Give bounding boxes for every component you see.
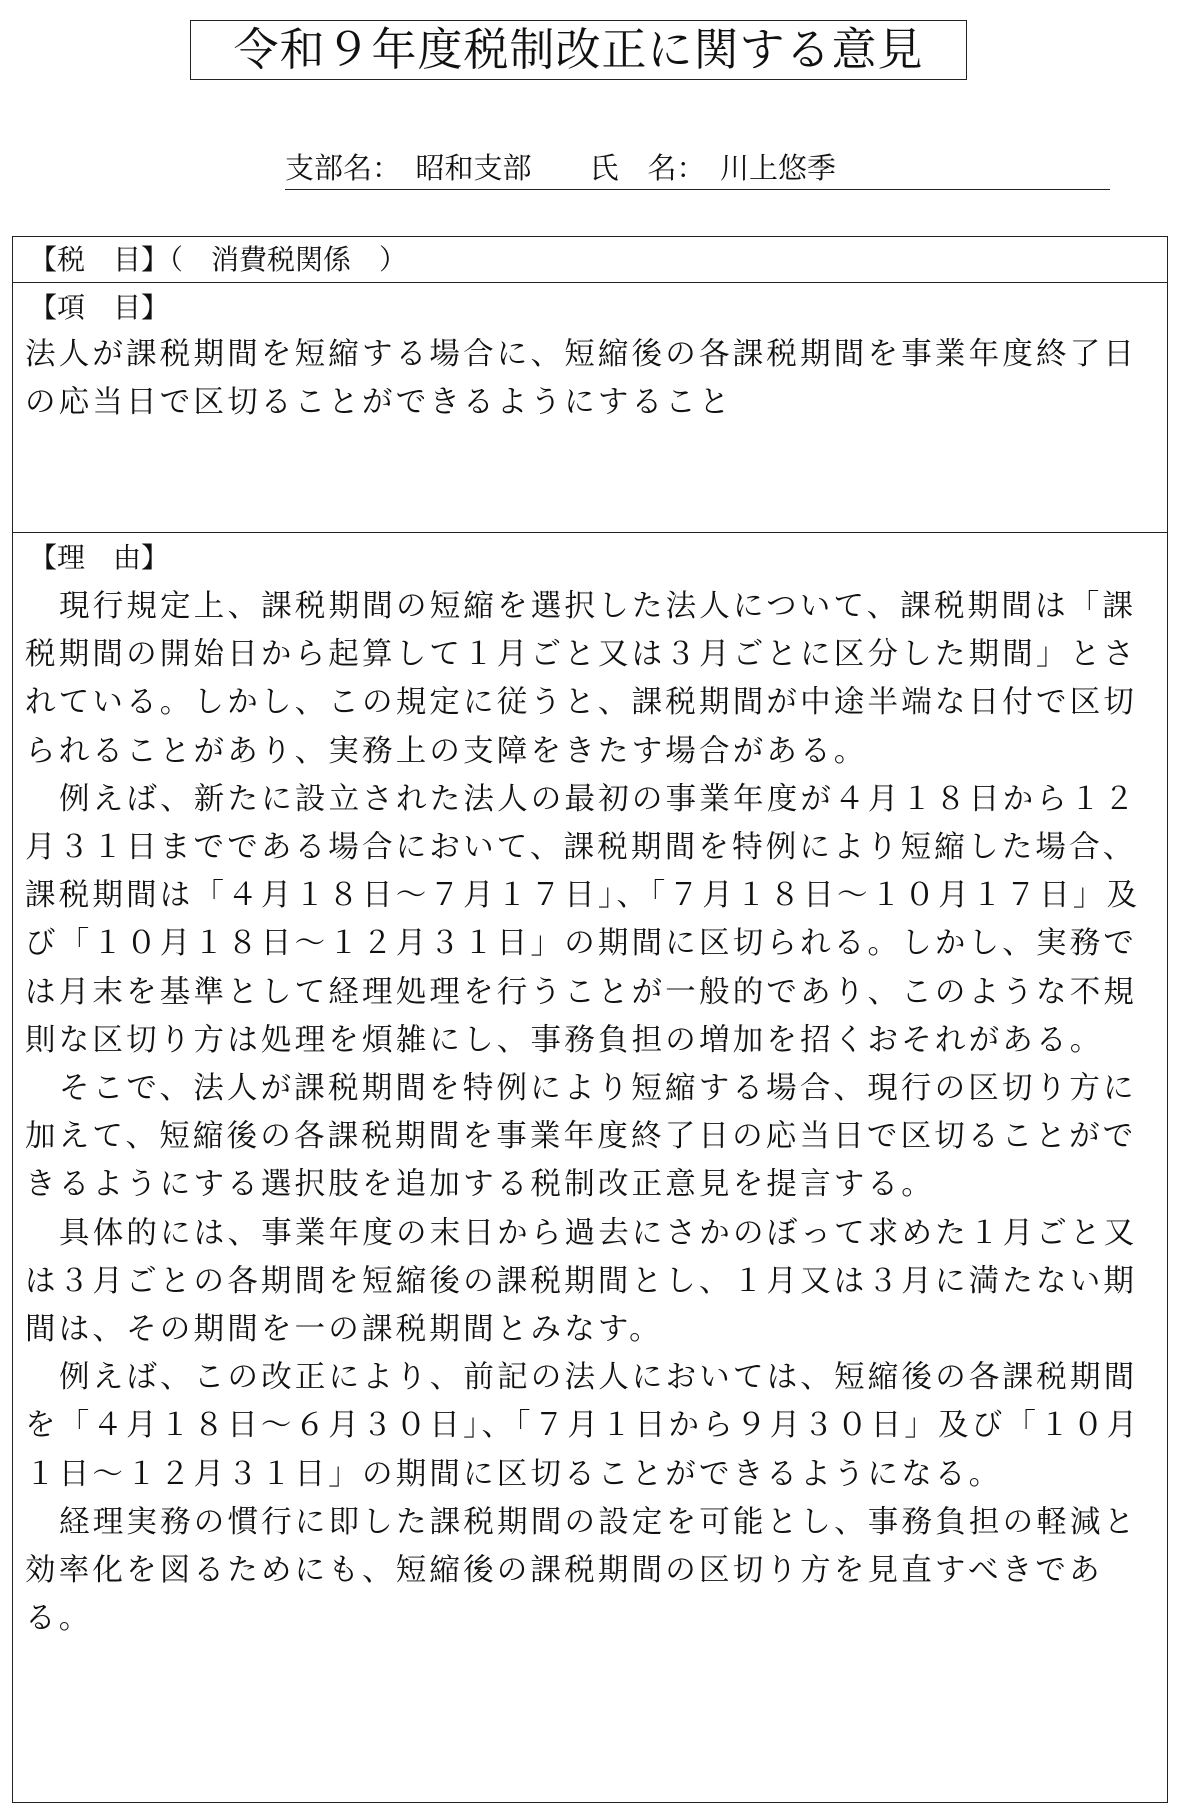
item-label: 【項 目】 bbox=[29, 291, 170, 324]
reason-section bbox=[13, 533, 1167, 1802]
tax-category-row: 【税 目】（ 消費税関係 ） bbox=[13, 237, 1167, 283]
opinion-form bbox=[12, 236, 1168, 1803]
document-title: 令和９年度税制改正に関する意見 bbox=[190, 20, 967, 80]
reason-body bbox=[25, 583, 1150, 1643]
item-section bbox=[13, 283, 1167, 533]
reason-paragraph: 例えば、この改正により、前記の法人においては、短縮後の各課税期間を「４月１８日～６月３０日」、「７月１日から９月３０日」及び「１０月１日～１２月３１日」の期間に区切ることができるようになる。 bbox=[25, 1360, 1141, 1492]
reason-paragraph: 経理実務の慣行に即した課税期間の設定を可能とし、事務負担の軽減と効率化を図るためにも、短縮後の課税期間の区切り方を見直すべきである。 bbox=[25, 1504, 1138, 1637]
reason-paragraph: 具体的には、事業年度の末日から過去にさかのぼって求めた１月ごと又は３月ごとの各期間を短縮後の課税期間とし、１月又は３月に満たない期間は、その期間を一の課税期間とみなす。 bbox=[25, 1215, 1138, 1348]
reason-paragraph: 例えば、新たに設立された法人の最初の事業年度が４月１８日から１２月３１日までである場合において、課税期間を特例により短縮した場合、課税期間は「４月１８日～７月１７日」、「７月１８日～１０月１７日」及び「１０月１８日～１２月３１日」の期間に区切られる。しかし、実務では月末を基準として経理処理を行うことが一般的であり、このような不規則な区切り方は処理を煩雑にし、事務負担の増加を招くおそれがある。 bbox=[25, 781, 1141, 1058]
author-line: 支部名： 昭和支部 氏 名： 川上悠季 bbox=[285, 150, 1110, 190]
reason-paragraph: そこで、法人が課税期間を特例により短縮する場合、現行の区切り方に加えて、短縮後の各課税期間を事業年度終了日の応当日で区切ることができるようにする選択肢を追加する税制改正意見を提言する。 bbox=[25, 1071, 1137, 1203]
reason-label: 【理 由】 bbox=[29, 541, 170, 574]
item-text: 法人が課税期間を短縮する場合に、短縮後の各課税期間を事業年度終了日の応当日で区切ることができるようにすること bbox=[25, 337, 1138, 421]
reason-paragraph: 現行規定上、課税期間の短縮を選択した法人について、課税期間は「課税期間の開始日から起算して１月ごと又は３月ごとに区分した期間」とされている。しかし、この規定に従うと、課税期間が中途半端な日付で区切られることがあり、実務上の支障をきたす場合がある。 bbox=[25, 589, 1138, 769]
